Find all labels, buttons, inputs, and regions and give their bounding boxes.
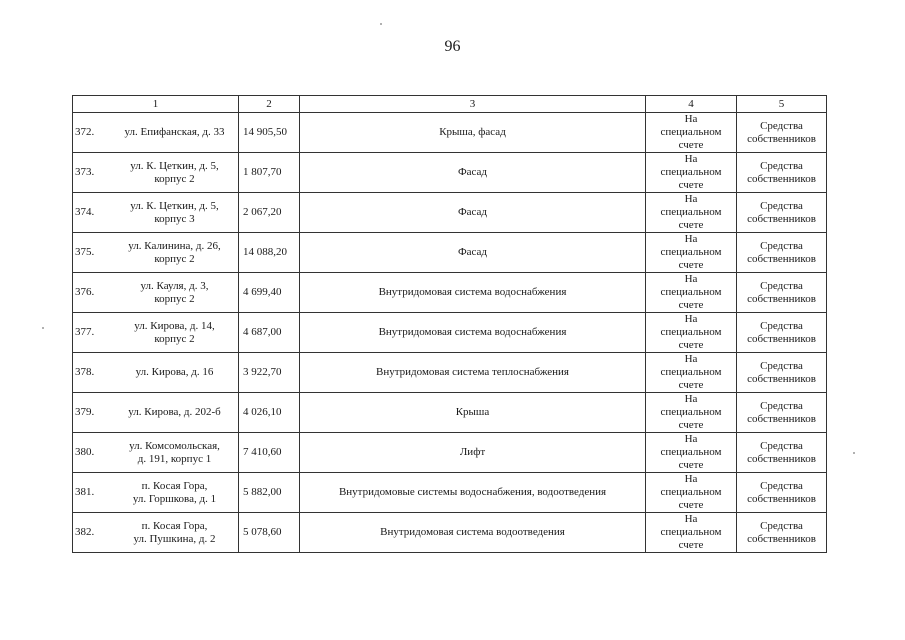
text-line: специальном [660,486,722,498]
row-number: 377. [75,326,95,338]
work-type: Внутридомовая система водоснабжения [300,273,646,313]
address [113,240,236,266]
text-line: На [684,113,698,125]
table-row [73,193,827,233]
text-line: специальном [660,406,722,418]
area-value: 14 905,50 [239,113,300,153]
cell-number-address [73,313,239,353]
table-row [73,273,827,313]
area-value: 2 067,20 [239,193,300,233]
text-line: собственников [747,372,816,385]
funding-source [737,393,827,433]
funding-source [737,153,827,193]
column-header-3: 3 [300,96,646,113]
address [113,126,236,139]
account-type [646,273,737,313]
row-number: 379. [75,406,95,418]
row-number: 380. [75,446,95,458]
table-row [73,393,827,433]
area-value: 5 078,60 [239,513,300,553]
cell-number-address [73,153,239,193]
text-line: корпус 2 [154,332,195,345]
row-number: 374. [75,206,95,218]
funding-source [737,113,827,153]
cell-number-address [73,233,239,273]
text-line: п. Косая Гора, [141,519,208,532]
text-line: ул. Кауля, д. 3, [140,279,209,292]
text-line: специальном [660,366,722,378]
table-row [73,513,827,553]
text-line: Средства [760,199,803,212]
cell-number-address [73,193,239,233]
funding-source [737,513,827,553]
text-line: Средства [760,479,803,492]
work-type: Внутридомовая система водоотведения [300,513,646,553]
text-line: счете [678,259,704,271]
text-line: счете [678,339,704,351]
row-number: 375. [75,246,95,258]
text-line: специальном [660,246,722,258]
account-type [646,513,737,553]
text-line: счете [678,459,704,471]
address [113,160,236,186]
text-line: счете [678,379,704,391]
text-line: ул. К. Цеткин, д. 5, [130,199,219,212]
text-line: собственников [747,132,816,145]
text-line: специальном [660,286,722,298]
work-type: Крыша [300,393,646,433]
funding-source [737,233,827,273]
page-number: 96 [444,38,461,55]
text-line: Средства [760,239,803,252]
text-line: ул. Горшкова, д. 1 [132,492,217,505]
funding-source [737,353,827,393]
text-line: На [684,473,698,485]
text-line: корпус 3 [154,212,195,225]
account-type [646,313,737,353]
cell-number-address [73,113,239,153]
account-type [646,433,737,473]
column-header-5: 5 [737,96,827,113]
text-line: специальном [660,446,722,458]
funding-source [737,193,827,233]
table-row [73,233,827,273]
text-line: Средства [760,159,803,172]
cell-number-address [73,513,239,553]
text-line: Средства [760,319,803,332]
work-type: Внутридомовая система водоснабжения [300,313,646,353]
account-type [646,153,737,193]
area-value: 14 088,20 [239,233,300,273]
table-row [73,113,827,153]
text-line: На [684,393,698,405]
work-type: Крыша, фасад [300,113,646,153]
row-number: 372. [75,126,95,138]
address [113,480,236,506]
text-line: На [684,353,698,365]
text-line: На [684,193,698,205]
text-line: собственников [747,252,816,265]
funding-source [737,433,827,473]
table-row [73,433,827,473]
text-line: На [684,153,698,165]
text-line: Средства [760,279,803,292]
area-value: 4 026,10 [239,393,300,433]
text-line: ул. Кирова, д. 16 [135,366,214,378]
text-line: На [684,233,698,245]
text-line: п. Косая Гора, [141,479,208,492]
text-line: ул. Кирова, д. 14, [134,319,215,332]
text-line: специальном [660,526,722,538]
text-line: специальном [660,326,722,338]
text-line: собственников [747,412,816,425]
cell-number-address [73,473,239,513]
text-line: ул. Комсомольская, [129,439,220,452]
funding-source [737,313,827,353]
text-line: собственников [747,532,816,545]
text-line: На [684,513,698,525]
text-line: собственников [747,172,816,185]
account-type [646,473,737,513]
text-line: счете [678,139,704,151]
row-number: 376. [75,286,95,298]
text-line: счете [678,179,704,191]
text-line: д. 191, корпус 1 [137,452,212,465]
address [113,440,236,466]
text-line: собственников [747,452,816,465]
column-header-1: 1 [73,96,239,113]
account-type [646,113,737,153]
area-value: 1 807,70 [239,153,300,193]
text-line: счете [678,219,704,231]
text-line: собственников [747,332,816,345]
area-value: 3 922,70 [239,353,300,393]
text-line: Средства [760,399,803,412]
text-line: собственников [747,292,816,305]
row-number: 373. [75,166,95,178]
funding-source [737,473,827,513]
funding-source [737,273,827,313]
scan-speck [42,327,44,329]
text-line: Средства [760,359,803,372]
text-line: Средства [760,119,803,132]
cell-number-address [73,393,239,433]
text-line: На [684,433,698,445]
text-line: Средства [760,519,803,532]
repair-table [72,95,827,553]
scan-speck [380,23,382,25]
area-value: 4 699,40 [239,273,300,313]
column-header-2: 2 [239,96,300,113]
row-number: 381. [75,486,95,498]
row-number: 382. [75,526,95,538]
work-type: Внутридомовая система теплоснабжения [300,353,646,393]
account-type [646,393,737,433]
work-type: Фасад [300,153,646,193]
text-line: На [684,273,698,285]
table-row [73,473,827,513]
address [113,200,236,226]
account-type [646,233,737,273]
address [113,406,236,419]
account-type [646,353,737,393]
text-line: специальном [660,166,722,178]
text-line: счете [678,299,704,311]
text-line: ул. Пушкина, д. 2 [133,532,216,545]
text-line: специальном [660,206,722,218]
table-row [73,153,827,193]
text-line: счете [678,499,704,511]
column-header-row [73,96,827,113]
address [113,520,236,546]
scan-speck [853,452,855,454]
work-type: Внутридомовые системы водоснабжения, водоотведения [300,473,646,513]
text-line: ул. Кирова, д. 202-б [128,406,221,418]
area-value: 4 687,00 [239,313,300,353]
table-row [73,353,827,393]
text-line: ул. Калинина, д. 26, [128,239,221,252]
text-line: счете [678,419,704,431]
text-line: ул. Епифанская, д. 33 [124,126,225,138]
cell-number-address [73,433,239,473]
address [113,320,236,346]
address [113,366,236,379]
text-line: счете [678,539,704,551]
work-type: Лифт [300,433,646,473]
area-value: 7 410,60 [239,433,300,473]
address [113,280,236,306]
text-line: специальном [660,126,722,138]
table-row [73,313,827,353]
work-type: Фасад [300,233,646,273]
account-type [646,193,737,233]
text-line: ул. К. Цеткин, д. 5, [130,159,219,172]
text-line: собственников [747,492,816,505]
row-number: 378. [75,366,95,378]
cell-number-address [73,273,239,313]
text-line: На [684,313,698,325]
text-line: корпус 2 [154,172,195,185]
text-line: корпус 2 [154,252,195,265]
text-line: Средства [760,439,803,452]
text-line: корпус 2 [154,292,195,305]
cell-number-address [73,353,239,393]
column-header-4: 4 [646,96,737,113]
work-type: Фасад [300,193,646,233]
text-line: собственников [747,212,816,225]
area-value: 5 882,00 [239,473,300,513]
